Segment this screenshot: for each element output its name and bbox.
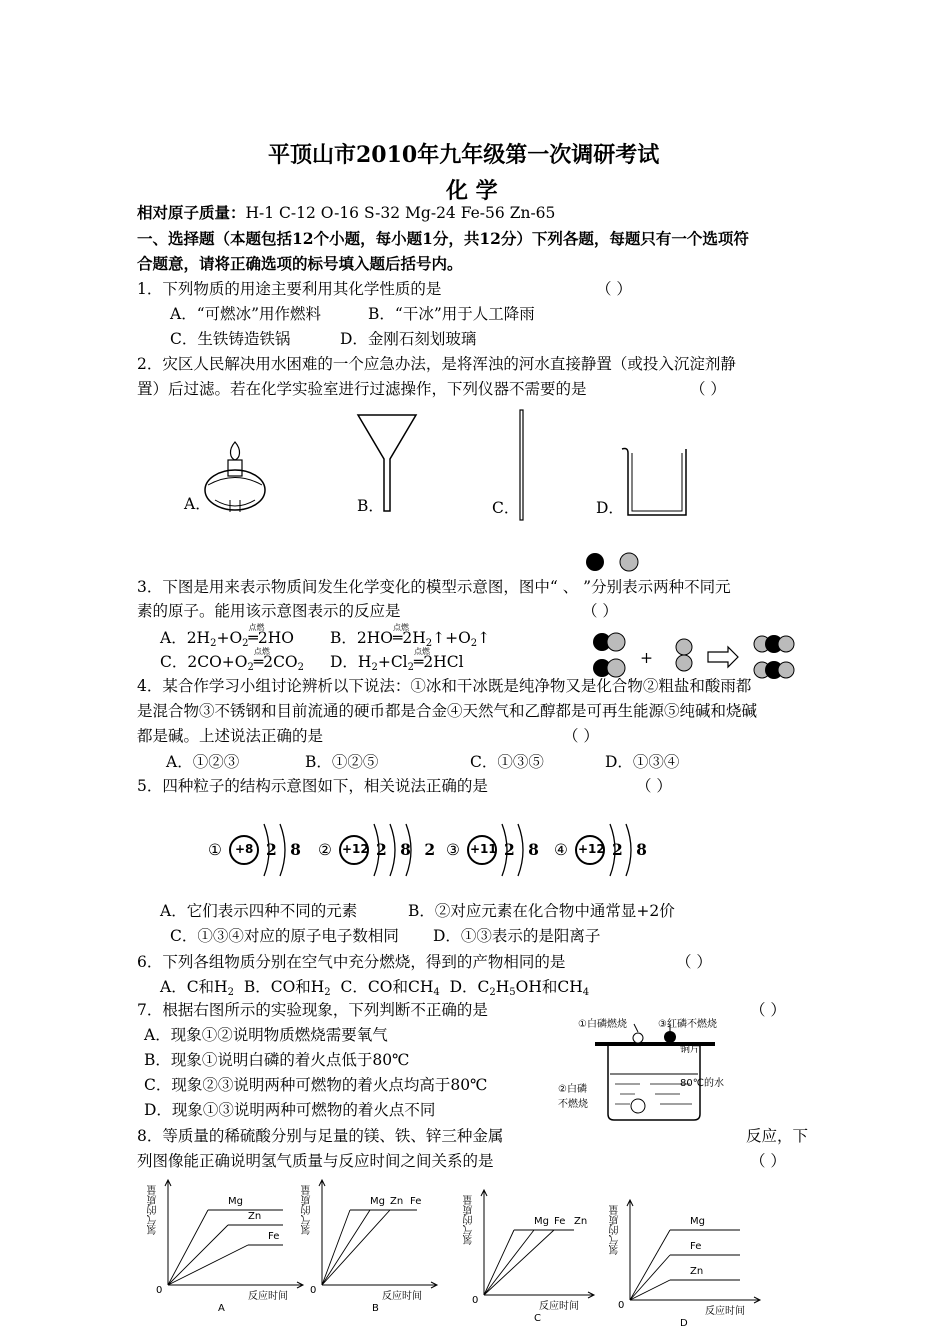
q2-label-d: D． <box>596 499 624 517</box>
graph-C-caption: C <box>534 1313 541 1324</box>
graph-D-ylabel: 氢气的质量 <box>610 1205 621 1255</box>
q7-option-d: D．现象①③说明两种可燃物的着火点不同 <box>144 1101 436 1119</box>
q1-option-c: C．生铁铸造铁锅 <box>170 330 291 348</box>
fig-label-white-p-burn: ①白磷燃烧 <box>578 1019 627 1030</box>
q8-line1a: 8．等质量的稀硫酸分别与足量的镁、铁、锌三种金属 <box>137 1127 504 1145</box>
fig-label-white-p-noburn-2: 不燃烧 <box>558 1099 588 1110</box>
page-title: 平顶山市2010年九年级第一次调研考试 <box>268 142 660 168</box>
q5-stem: 5．四种粒子的结构示意图如下，相关说法正确的是 <box>137 777 488 795</box>
q1-option-a: A．“可燃冰”用作燃料 <box>170 305 322 323</box>
graph-D-caption: D <box>680 1318 688 1329</box>
q3-option-d: D．$H_2+Cl_2$ 点燃 ═2HCl <box>330 647 464 673</box>
q4-line1: 4．某合作学习小组讨论辨析以下说法：①冰和干冰既是纯净物又是化合物②粗盐和酸雨都 <box>137 677 752 695</box>
q3-line2: 素的原子。能用该示意图表示的反应是 <box>137 602 401 620</box>
graph-A-line-Zn <box>168 1225 228 1285</box>
graph-D-origin: 0 <box>618 1300 625 1311</box>
graph-A-label-Fe: Fe <box>268 1231 280 1242</box>
reaction-plus: + <box>640 649 653 667</box>
graph-C-label-Fe: Fe <box>554 1216 566 1227</box>
graph-B-label-Mg: Mg <box>370 1196 385 1207</box>
q3-option-b: B．2HO 点燃 $═2H_2↑+O_2↑$ <box>330 623 491 649</box>
graph-B-origin: 0 <box>310 1285 317 1296</box>
graph-C-origin: 0 <box>472 1295 479 1306</box>
fig-label-red-p-noburn: ③红磷不燃烧 <box>658 1019 717 1030</box>
q2-answer-bracket[interactable]: （ ） <box>690 380 726 398</box>
graph-C-label-Zn: Zn <box>574 1216 588 1227</box>
q6-answer-bracket[interactable]: （ ） <box>676 953 712 971</box>
fig-label-copper: 铜片 <box>680 1044 700 1055</box>
graph-A-label-Zn: Zn <box>248 1211 262 1222</box>
q1-option-d: D．金刚石刻划玻璃 <box>340 330 477 348</box>
q4-option-c: C．①③⑤ <box>470 753 544 771</box>
q1-option-b: B．“干冰”用于人工降雨 <box>368 305 535 323</box>
q4-answer-bracket[interactable]: （ ） <box>563 727 599 745</box>
q8-line2: 列图像能正确说明氢气质量与反应时间之间关系的是 <box>137 1152 494 1170</box>
q4-option-d: D．①③④ <box>605 753 680 771</box>
graph-B-line-Fe <box>322 1210 390 1285</box>
subject-title: 化 学 <box>446 178 498 204</box>
q4-option-b: B．①②⑤ <box>305 753 379 771</box>
graph-A-ylabel: 氢气的质量 <box>148 1185 159 1235</box>
beaker-icon <box>620 445 690 520</box>
q4-option-a: A．①②③ <box>166 753 240 771</box>
q5-option-b: B．②对应元素在化合物中通常显+2价 <box>408 902 675 920</box>
graph-A-label-Mg: Mg <box>228 1196 243 1207</box>
q2-line1: 2．灾区人民解决用水困难的一个应急办法，是将浑浊的河水直接静置（或投入沉淀剂静 <box>137 355 736 373</box>
q2-label-c: C． <box>492 499 520 517</box>
q4-line3: 都是碱。上述说法正确的是 <box>137 727 324 745</box>
q3-line1: 3．下图是用来表示物质间发生化学变化的模型示意图，图中“ 、 ”分别表示两种不同元 <box>137 578 731 596</box>
graph-B-caption: B <box>372 1303 379 1314</box>
q1-stem: 1．下列物质的用途主要利用其化学性质的是 <box>137 280 442 298</box>
section-intro-line1: 一、选择题（本题包括12个小题，每小题1分，共12分）下列各题，每题只有一个选项符 <box>137 229 749 248</box>
fig-label-white-p-noburn-1: ②白磷 <box>558 1084 587 1095</box>
graph-D-line-Fe <box>630 1255 670 1300</box>
graph-D-xlabel: 反应时间 <box>705 1306 745 1317</box>
graph-D-label-Mg: Mg <box>690 1216 705 1227</box>
q7-answer-bracket[interactable]: （ ） <box>750 1001 786 1019</box>
graph-C <box>484 1190 604 1305</box>
q8-line1b: 反应，下 <box>746 1127 809 1145</box>
graph-D-label-Fe: Fe <box>690 1241 702 1252</box>
glass-rod-icon <box>519 410 525 520</box>
graph-C-line-Zn <box>484 1230 554 1295</box>
graph-C-line-Fe <box>484 1230 534 1295</box>
q2-label-a: A． <box>184 495 211 513</box>
q6-options: A．C和$H_2$ B．CO和$H_2$ C．CO和$CH_4$ D．$C_2H_5OH$和$CH_4$ <box>160 978 590 998</box>
fig-label-water: 80℃的水 <box>680 1078 724 1089</box>
graph-A-line-Fe <box>168 1245 248 1285</box>
black-atom-icon <box>585 552 605 572</box>
q5-option-c: C．①③④对应的原子电子数相同 <box>170 927 399 945</box>
gray-atom-icon <box>619 552 639 572</box>
atomic-masses: 相对原子质量：H-1 C-12 O-16 S-32 Mg-24 Fe-56 Zn-65 <box>137 203 556 222</box>
q5-option-d: D．①③表示的是阳离子 <box>433 927 601 945</box>
q2-label-b: B． <box>357 497 384 515</box>
q7-option-b: B．现象①说明白磷的着火点低于80℃ <box>144 1051 410 1069</box>
q3-option-c: C．$2CO+O_2$ 点燃 $═2CO_2$ <box>160 647 305 673</box>
graph-B-xlabel: 反应时间 <box>382 1291 422 1302</box>
graph-C-label-Mg: Mg <box>534 1216 549 1227</box>
graph-B-ylabel: 氢气的质量 <box>302 1185 313 1235</box>
graph-B-label-Zn: Zn <box>390 1196 404 1207</box>
graph-A-xlabel: 反应时间 <box>248 1291 288 1302</box>
q4-line2: 是混合物③不锈钢和目前流通的硬币都是合金④天然气和乙醇都是可再生能源⑤纯碱和烧碱 <box>137 702 758 720</box>
graph-B-label-Fe: Fe <box>410 1196 422 1207</box>
graph-D-label-Zn: Zn <box>690 1266 704 1277</box>
graph-A-origin: 0 <box>156 1285 163 1296</box>
q3-option-a: A．$2H_2+O_2$ 点燃 ═2HO <box>160 623 294 649</box>
q1-answer-bracket[interactable]: （ ） <box>596 280 632 298</box>
graph-C-ylabel: 氢气的质量 <box>464 1195 475 1245</box>
q3-answer-bracket[interactable]: （ ） <box>582 602 618 620</box>
q5-option-a: A．它们表示四种不同的元素 <box>160 902 358 920</box>
graph-A-caption: A <box>218 1303 225 1314</box>
q8-answer-bracket[interactable]: （ ） <box>750 1152 786 1170</box>
graph-A-line-Mg <box>168 1210 208 1285</box>
q6-stem: 6．下列各组物质分别在空气中充分燃烧，得到的产物相同的是 <box>137 953 566 971</box>
q7-option-c: C．现象②③说明两种可燃物的着火点均高于80℃ <box>144 1076 488 1094</box>
graph-C-xlabel: 反应时间 <box>539 1301 579 1312</box>
phosphorus-experiment-diagram <box>560 1014 760 1124</box>
q7-stem: 7．根据右图所示的实验现象，下列判断不正确的是 <box>137 1001 488 1019</box>
q5-answer-bracket[interactable]: （ ） <box>636 777 672 795</box>
q7-option-a: A．现象①②说明物质燃烧需要氧气 <box>144 1026 388 1044</box>
q2-line2: 置）后过滤。若在化学实验室进行过滤操作，下列仪器不需要的是 <box>137 380 587 398</box>
section-intro-line2: 合题意，请将正确选项的标号填入题后括号内。 <box>137 254 463 273</box>
